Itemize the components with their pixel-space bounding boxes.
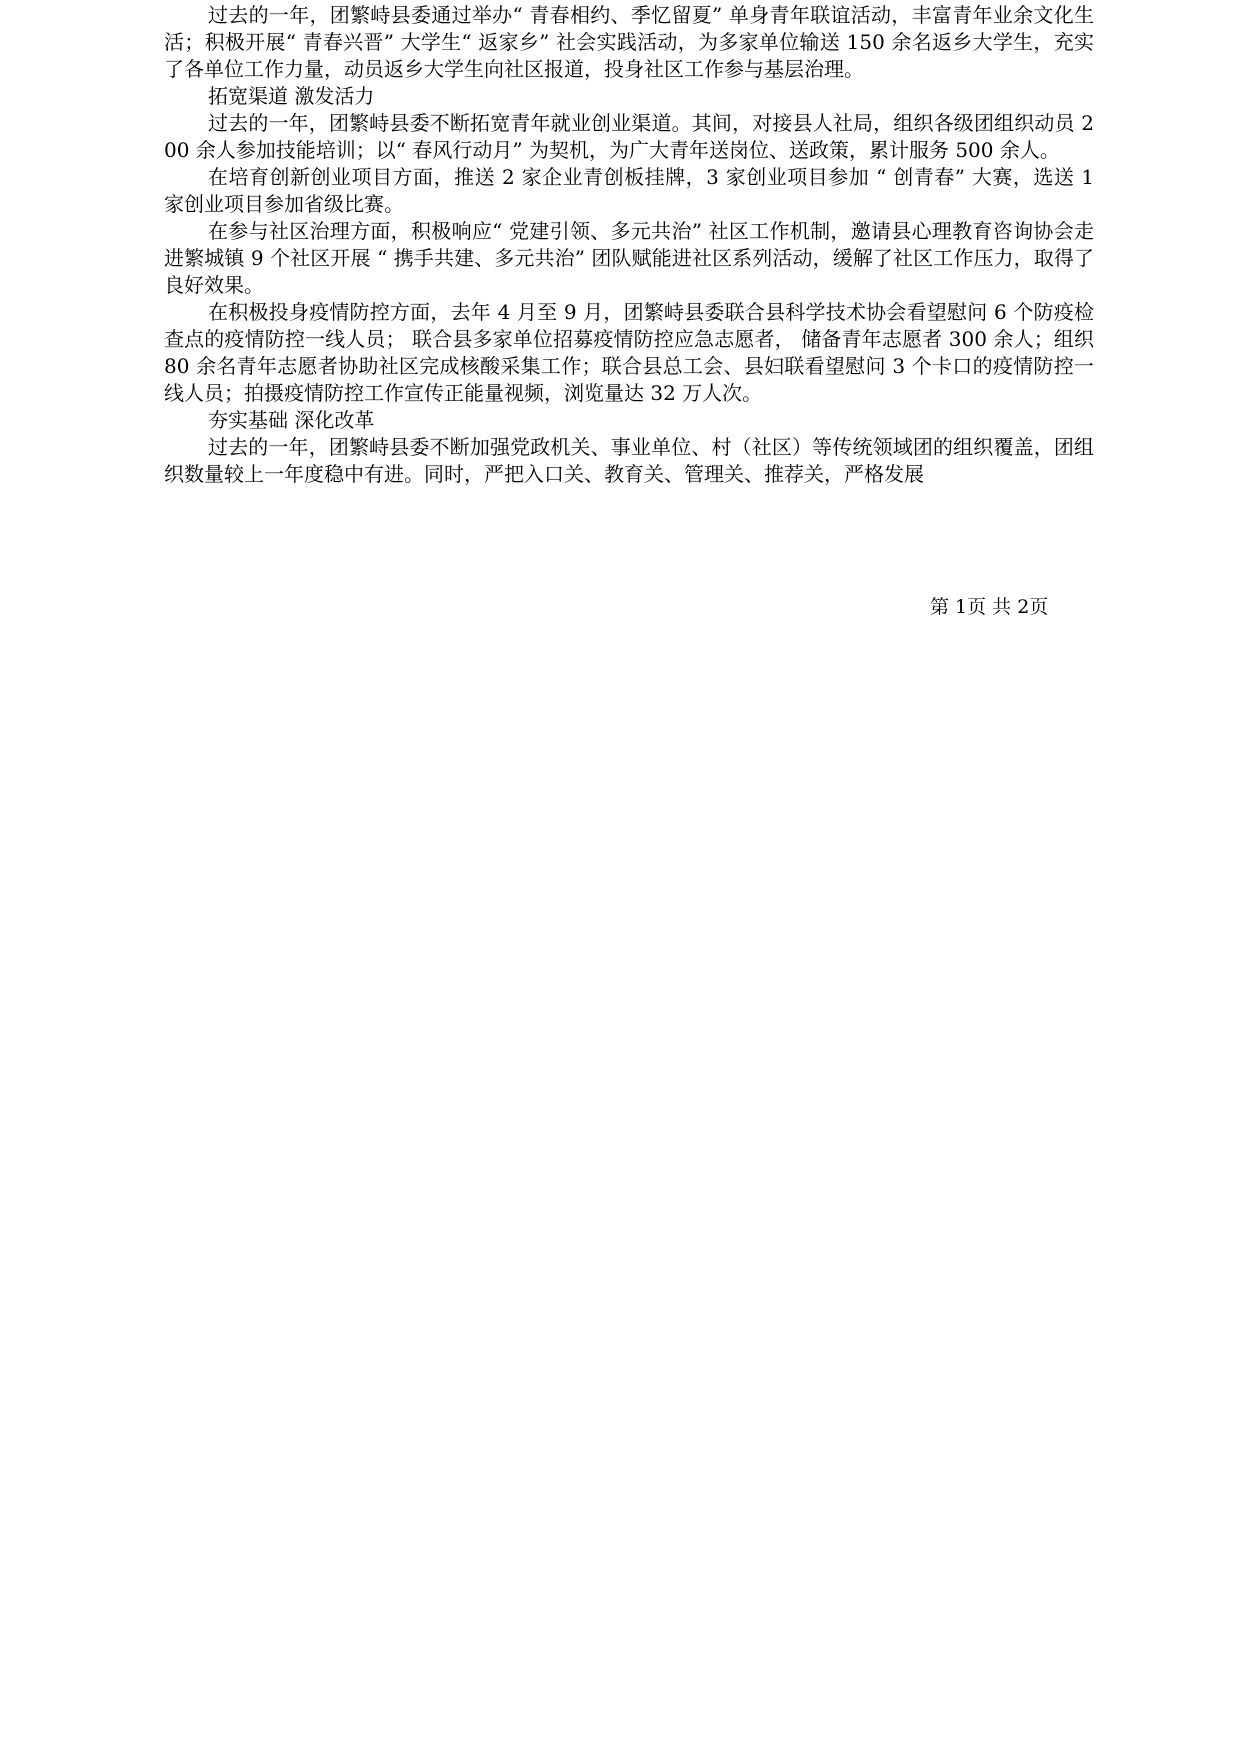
paragraph-innovation-projects: 在培育创新创业项目方面，推送 2 家企业青创板挂牌，3 家创业项目参加 “ 创青春” 大赛，选送 1 家创业项目参加省级比赛。 <box>164 165 1094 216</box>
paragraph-epidemic-control: 在积极投身疫情防控方面，去年 4 月至 9 月，团繁峙县委联合县科学技术协会看望慰问 6 个防疫检查点的疫情防控一线人员； 联合县多家单位招募疫情防控应急志愿者， 储备青年志愿者 300 余人；组织 80 余名青年志愿者协助社区完成核酸采集工作；联合县总工会、县妇联看望慰问 3 个卡口的疫情防控一线人员；拍摄疫情防控工作宣传正能量视频，浏览量达 32 万人次。 <box>164 300 1094 405</box>
document-page <box>164 0 1094 1754</box>
document-body <box>164 0 1094 488</box>
paragraph-social-activities: 过去的一年，团繁峙县委通过举办“ 青春相约、季忆留夏” 单身青年联谊活动，丰富青年业余文化生活；积极开展“ 青春兴晋” 大学生“ 返家乡” 社会实践活动，为多家单位输送 150 余名返乡大学生，充实了各单位工作力量，动员返乡大学生向社区报道，投身社区工作参与基层治理。 <box>164 3 1094 81</box>
section-heading-deepen-reform: 夯实基础 深化改革 <box>208 408 375 432</box>
paragraph-employment-channels: 过去的一年，团繁峙县委不断拓宽青年就业创业渠道。其间，对接县人社局，组织各级团组织动员 200 余人参加技能培训；以“ 春风行动月” 为契机，为广大青年送岗位、送政策，累计服务 500 余人。 <box>164 111 1094 162</box>
paragraph-organization-coverage: 过去的一年，团繁峙县委不断加强党政机关、事业单位、村（社区）等传统领域团的组织覆盖，团组织数量较上一年度稳中有进。同时，严把入口关、教育关、管理关、推荐关，严格发展 <box>164 435 1094 486</box>
paragraph-community-governance: 在参与社区治理方面，积极响应“ 党建引领、多元共治” 社区工作机制，邀请县心理教育咨询协会走进繁城镇 9 个社区开展 “ 携手共建、多元共治” 团队赋能进社区系列活动，缓解了社区工作压力，取得了良好效果。 <box>164 219 1094 297</box>
page-number-footer: 第 1页 共 2页 <box>930 596 1049 618</box>
section-heading-expand-channels: 拓宽渠道 激发活力 <box>208 84 375 108</box>
